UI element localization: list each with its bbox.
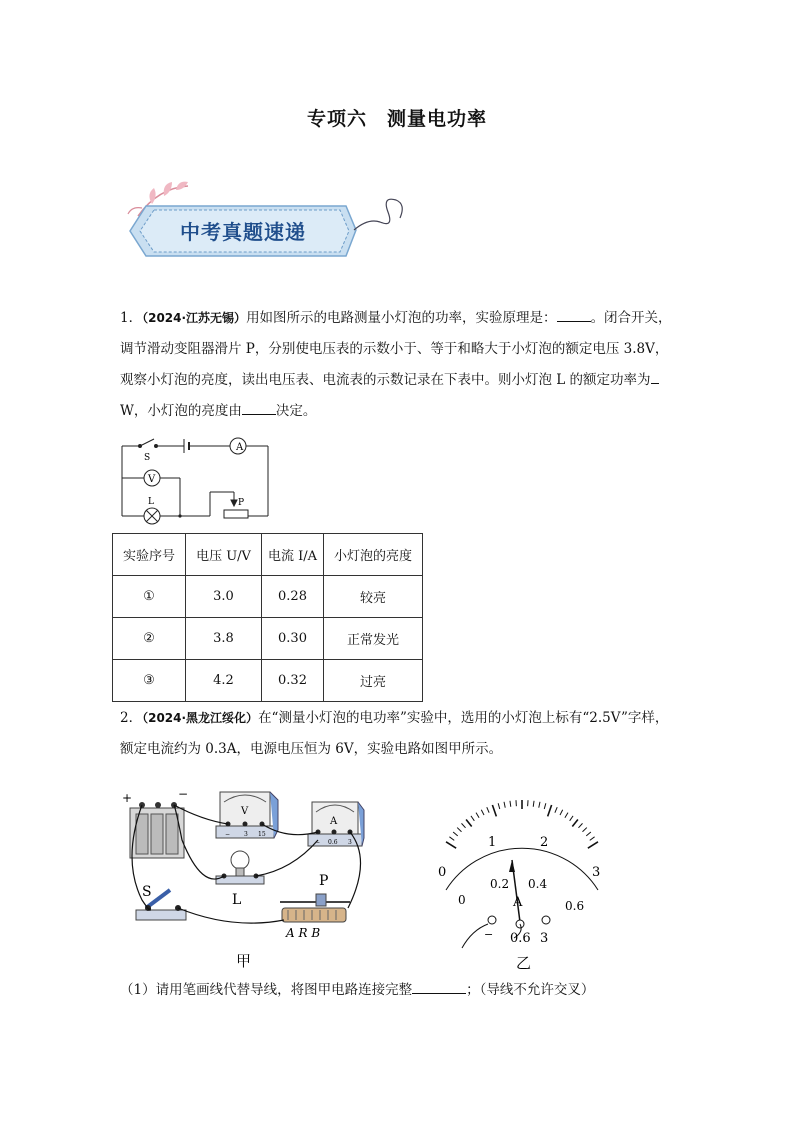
dial-tick bbox=[449, 837, 454, 841]
lamp-icon bbox=[216, 851, 264, 884]
answer-blank[interactable] bbox=[651, 369, 659, 384]
banner-text: 中考真题速递 bbox=[180, 220, 306, 244]
svg-text:0.6: 0.6 bbox=[328, 839, 338, 846]
table-header-row bbox=[113, 534, 423, 576]
dial-bottom-tick-label: 0 bbox=[458, 893, 466, 907]
dial-unit-label: A bbox=[513, 895, 523, 910]
figure-2 bbox=[112, 780, 612, 980]
dial-tick bbox=[504, 802, 505, 808]
dial-terminal-label: 0.6 bbox=[510, 931, 531, 946]
ammeter-label: A bbox=[236, 442, 244, 453]
slider-label: P bbox=[238, 498, 245, 508]
question-1-text: 1．（2024·江苏无锡）用如图所示的电路测量小灯泡的功率，实验原理是： 。闭合开关， 调节滑动变阻器滑片 P，分别使电压表的示数小于、等于和略大于小灯泡的额定电压 3.8V， 观察小灯泡的亮度，读出电压表、电流表的示数记录在下表中。则小灯泡 L 的额定功率为 W，小灯泡的亮度由 决定。 bbox=[120, 303, 680, 427]
table-cell: ③ bbox=[113, 660, 186, 702]
dial-bottom-tick-label: 0.6 bbox=[565, 899, 585, 913]
dial-tick bbox=[457, 828, 461, 832]
sub1-text-end: ；（导线不允许交叉） bbox=[466, 982, 595, 998]
dial-tick bbox=[453, 832, 458, 836]
table-cell: ① bbox=[113, 576, 186, 618]
question-2-text bbox=[120, 703, 680, 765]
table-header: 电流 I/A bbox=[262, 534, 324, 576]
dial-tick bbox=[498, 803, 500, 809]
answer-blank[interactable] bbox=[242, 400, 276, 415]
svg-text:3: 3 bbox=[348, 839, 352, 846]
sub-question-1 bbox=[120, 978, 594, 998]
svg-text:3: 3 bbox=[244, 831, 248, 838]
dial-tick bbox=[539, 802, 540, 808]
dial-top-tick-label: 0 bbox=[438, 865, 447, 880]
rheostat-terminals-label: A R B bbox=[286, 926, 321, 940]
table-cell: 正常发光 bbox=[324, 618, 423, 660]
q1-line2: 调节滑动变阻器滑片 P，分别使电压表的示数小于、等于和略大于小灯泡的额定电压 3.8V， bbox=[120, 341, 669, 357]
dial-tick bbox=[565, 813, 568, 818]
dial-tick bbox=[481, 810, 484, 815]
table-header: 小灯泡的亮度 bbox=[324, 534, 423, 576]
dial-tick bbox=[572, 819, 578, 826]
swirl-decoration-icon bbox=[354, 199, 402, 230]
switch-label: S bbox=[144, 453, 151, 463]
q2-number: 2． bbox=[120, 710, 143, 726]
dial-tick bbox=[492, 805, 496, 816]
rheostat-icon bbox=[280, 894, 350, 922]
dial-bottom-tick-label: 0.2 bbox=[490, 877, 510, 891]
svg-text:−: − bbox=[225, 831, 231, 838]
figure-b-caption: 乙 bbox=[516, 954, 532, 972]
battery-plus-label: + bbox=[122, 791, 133, 805]
dial-top-tick-label: 1 bbox=[488, 835, 497, 850]
table-header: 实验序号 bbox=[113, 534, 186, 576]
dial-top-tick-label: 3 bbox=[592, 865, 601, 880]
answer-blank[interactable] bbox=[412, 979, 466, 994]
dial-tick bbox=[471, 816, 474, 821]
table-cell: 0.28 bbox=[262, 576, 324, 618]
q1-line3: 观察小灯泡的亮度，读出电压表、电流表的示数记录在下表中。则小灯泡 L 的额定功率为 bbox=[120, 372, 651, 388]
dial-tick bbox=[586, 832, 591, 836]
q1-line1: 用如图所示的电路测量小灯泡的功率，实验原理是： bbox=[246, 310, 557, 326]
slider-label: P bbox=[319, 873, 329, 889]
dial-tick bbox=[583, 828, 587, 832]
table-row bbox=[113, 576, 423, 618]
voltmeter-label: V bbox=[148, 474, 156, 485]
figure-a-caption: 甲 bbox=[236, 952, 252, 970]
switch-label: S bbox=[142, 884, 152, 900]
dial-tick bbox=[555, 807, 557, 813]
lamp-label: L bbox=[232, 892, 242, 908]
dial-tick bbox=[533, 801, 534, 807]
dial-tick bbox=[560, 810, 563, 815]
table-cell: 0.30 bbox=[262, 618, 324, 660]
table-header: 电压 U/V bbox=[186, 534, 262, 576]
dial-tick bbox=[466, 819, 472, 826]
voltmeter-label: V bbox=[241, 806, 249, 817]
battery-minus-label: − bbox=[178, 787, 189, 801]
section-banner bbox=[118, 178, 418, 268]
dial-tick bbox=[487, 807, 489, 813]
dial-bottom-tick-label: 0.4 bbox=[528, 877, 548, 891]
q1-line4a: W，小灯泡的亮度由 bbox=[120, 403, 242, 419]
table-row bbox=[113, 618, 423, 660]
svg-text:−: − bbox=[315, 839, 321, 846]
circuit-diagram-1 bbox=[118, 434, 278, 526]
dial-terminal-label: 3 bbox=[540, 931, 549, 946]
table-cell: 3.0 bbox=[186, 576, 262, 618]
ammeter-dial-icon bbox=[446, 848, 601, 890]
dial-tick bbox=[588, 842, 598, 848]
dial-tick bbox=[510, 801, 511, 807]
q2-source: （2024·黑龙江绥化） bbox=[142, 711, 259, 725]
page-title: 专项六 测量电功率 bbox=[306, 108, 487, 130]
svg-text:15: 15 bbox=[258, 831, 266, 838]
q1-source: （2024·江苏无锡） bbox=[142, 311, 247, 325]
dial-tick bbox=[544, 803, 546, 809]
q2-line2: 额定电流约为 0.3A，电源电压恒为 6V，实验电路如图甲所示。 bbox=[120, 741, 503, 757]
dial-tick bbox=[590, 837, 595, 841]
dial-tick bbox=[548, 805, 552, 816]
dial-tick bbox=[446, 842, 456, 848]
data-table bbox=[112, 533, 423, 702]
dial-tick bbox=[570, 816, 573, 821]
dial-tick bbox=[476, 813, 479, 818]
lamp-label: L bbox=[148, 497, 154, 507]
table-row bbox=[113, 660, 423, 702]
dial-tick bbox=[461, 823, 465, 827]
dial-tick bbox=[578, 823, 582, 827]
dial-terminal-label: − bbox=[484, 928, 494, 941]
table-cell: 0.32 bbox=[262, 660, 324, 702]
table-cell: 较亮 bbox=[324, 576, 423, 618]
table-cell: 4.2 bbox=[186, 660, 262, 702]
sub1-text: （1）请用笔画线代替导线，将图甲电路连接完整 bbox=[120, 982, 413, 998]
dial-top-tick-label: 2 bbox=[540, 835, 549, 850]
table-cell: 过亮 bbox=[324, 660, 423, 702]
table-cell: ② bbox=[113, 618, 186, 660]
q2-line1: 在“测量小灯泡的电功率”实验中，选用的小灯泡上标有“2.5V”字样， bbox=[258, 710, 669, 726]
answer-blank[interactable] bbox=[557, 307, 591, 322]
table-cell: 3.8 bbox=[186, 618, 262, 660]
q1-number: 1． bbox=[120, 310, 143, 326]
ammeter-label: A bbox=[330, 816, 338, 827]
